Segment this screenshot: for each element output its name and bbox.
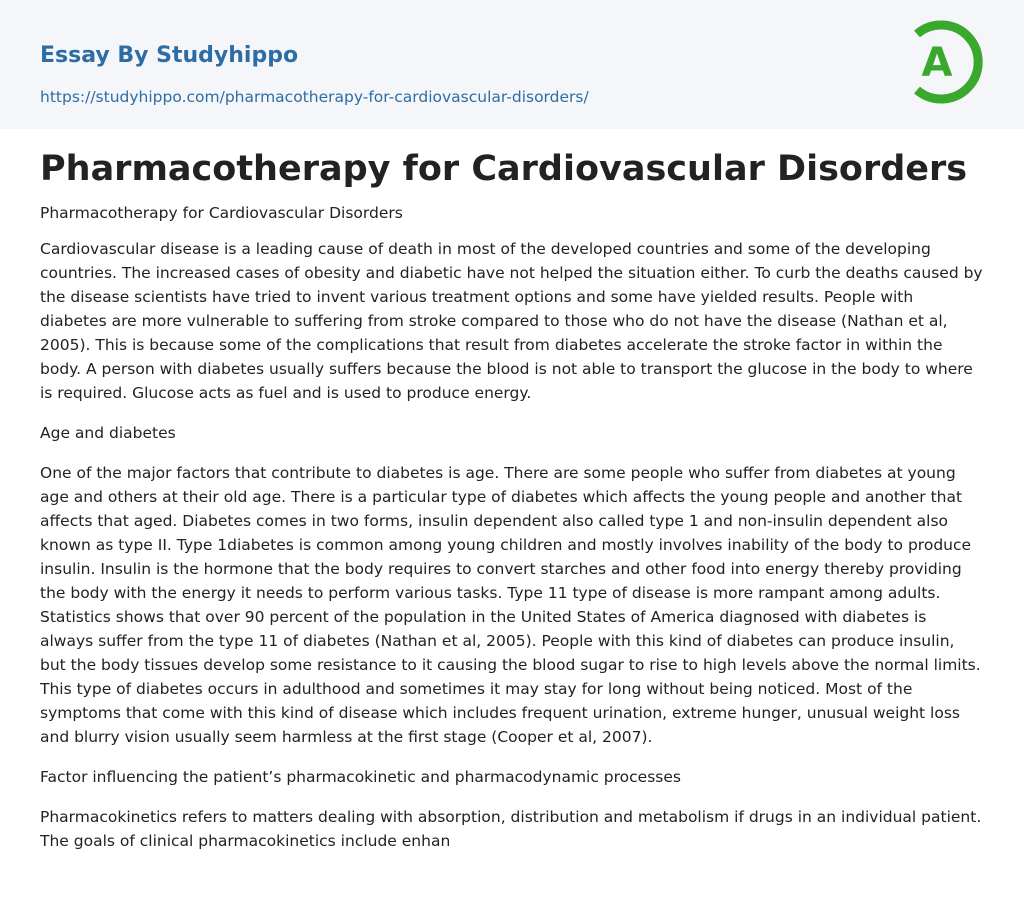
paragraph-age-diabetes: One of the major factors that contribute to diabetes is age. There are some people who suffer from diabetes at young age and others at their old age. There is a particular type of diabetes which affects the young people and another that affects that aged. Diabetes comes in two forms, insulin dependent also called type 1 and non-insulin dependent also known as type II. Type 1diabetes is common among young children and mostly involves inability of the body to produce insulin. Insulin is the hormone that the body requires to convert starches and other food into energy thereby providing the body with the energy it needs to perform various tasks. Type 11 type of disease is more rampant among adults. Statistics shows that over 90 percent of the population in the United States of America diagnosed with diabetes is always suffer from the type 11 of diabetes (Nathan et al, 2005). People with this kind of diabetes can produce insulin, but the body tissues develop some resistance to it causing the blood sugar to rise to high levels above the normal limits. This type of diabetes occurs in adulthood and sometimes it may stay for long without being noticed. Most of the symptoms that come with this kind of disease which includes frequent urination, extreme hunger, unusual weight loss and blurry vision usually seem harmless at the first stage (Cooper et al, 2007). xyxy=(40,464,981,746)
site-header xyxy=(0,0,1024,129)
article-content xyxy=(0,147,1024,853)
section-heading-factors: Factor influencing the patient’s pharmacokinetic and pharmacodynamic processes xyxy=(40,768,681,786)
brand-title: Essay By Studyhippo xyxy=(40,43,299,68)
section-heading-age: Age and diabetes xyxy=(40,424,176,442)
article-subtitle: Pharmacotherapy for Cardiovascular Disorders xyxy=(40,204,403,222)
page-title: Pharmacotherapy for Cardiovascular Disorders xyxy=(40,149,968,189)
studyhippo-logo-icon[interactable] xyxy=(900,20,984,104)
paragraph-pharmacokinetics: Pharmacokinetics refers to matters dealing with absorption, distribution and metabolism if drugs in an individual patient. The goals of clinical pharmacokinetics include enhan xyxy=(40,808,982,850)
essay-url-link[interactable]: https://studyhippo.com/pharmacotherapy-for-cardiovascular-disorders/ xyxy=(40,88,589,106)
paragraph-intro: Cardiovascular disease is a leading cause of death in most of the developed countries and some of the developing countries. The increased cases of obesity and diabetic have not helped the situation either. To curb the deaths caused by the disease scientists have tried to invent various treatment options and some have yielded results. People with diabetes are more vulnerable to suffering from stroke compared to those who do not have the disease (Nathan et al, 2005). This is because some of the complications that result from diabetes accelerate the stroke factor in within the body. A person with diabetes usually suffers because the blood is not able to transport the glucose in the body to where is required. Glucose acts as fuel and is used to produce energy. xyxy=(40,240,983,402)
logo-letter: A xyxy=(921,40,953,86)
